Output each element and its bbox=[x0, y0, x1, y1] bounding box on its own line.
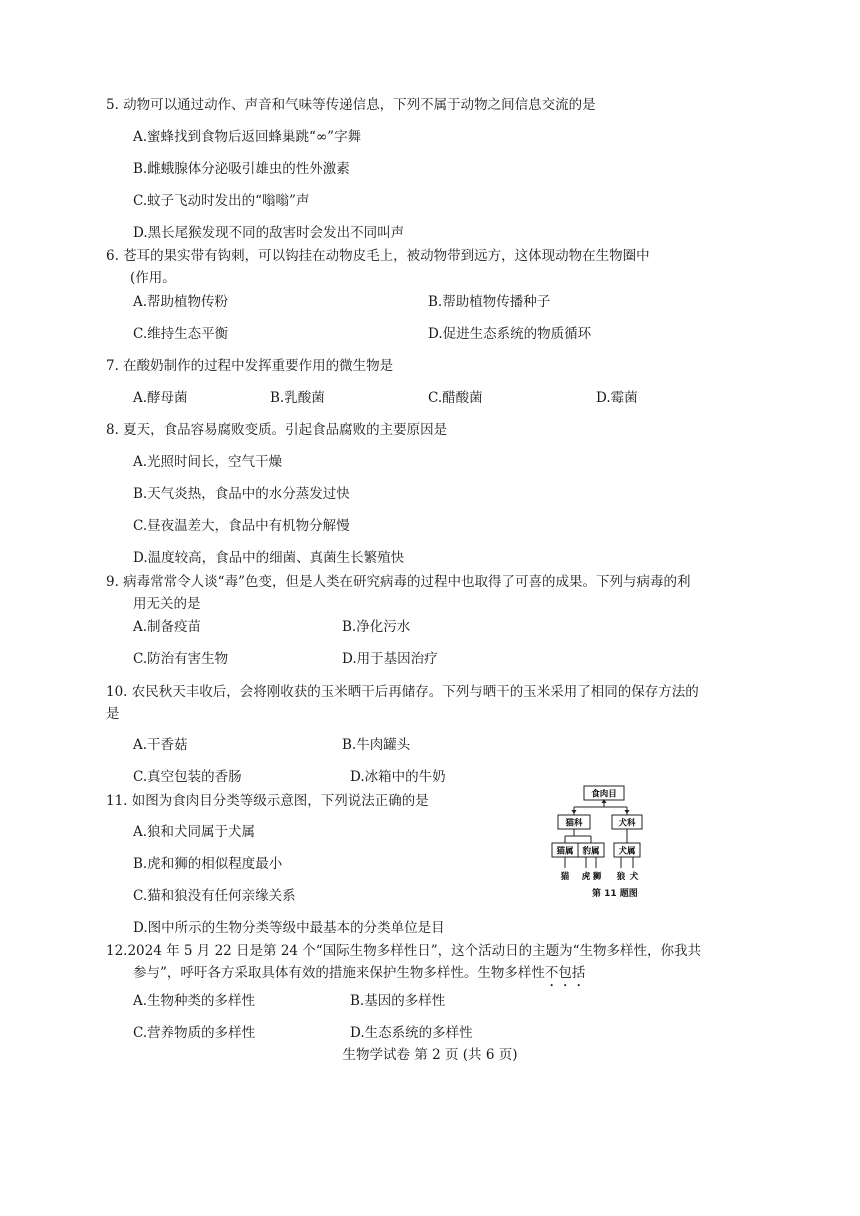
q5-option-b: B.雌蛾腺体分泌吸引雄虫的性外激素 bbox=[133, 161, 350, 177]
q5-stem: 5. 动物可以通过动作、声音和气味等传递信息，下列不属于动物之间信息交流的是 bbox=[106, 97, 596, 113]
animal-lion: 狮 bbox=[592, 872, 602, 882]
q12-option-a: A.生物种类的多样性 bbox=[133, 993, 256, 1009]
q12-emphasis-char-1: 不 bbox=[544, 965, 559, 981]
q12-stem-line1: 12.2024 年 5 月 22 日是第 24 个“国际生物多样性日”，这个活动日的主题为“生物多样性，你我共 bbox=[106, 943, 702, 959]
q11-option-d: D.图中所示的生物分类等级中最基本的分类单位是目 bbox=[133, 920, 445, 936]
q11-option-a: A.狼和犬同属于犬属 bbox=[133, 824, 256, 840]
genus-leopard-label: 豹属 bbox=[582, 846, 600, 857]
q8-option-b: B.天气炎热，食品中的水分蒸发过快 bbox=[133, 486, 350, 502]
figure-caption: 第 11 题图 bbox=[592, 889, 638, 899]
q7-option-a: A.酵母菌 bbox=[133, 390, 188, 406]
classification-tree bbox=[548, 784, 648, 884]
q5-option-d: D.黑长尾猴发现不同的敌害时会发出不同叫声 bbox=[133, 225, 405, 241]
q10-option-c: C.真空包装的香肠 bbox=[133, 769, 242, 785]
animal-cat: 猫 bbox=[560, 872, 570, 882]
q9-option-b: B.净化污水 bbox=[342, 619, 411, 635]
q12-option-c: C.营养物质的多样性 bbox=[133, 1025, 256, 1041]
family-dog-label: 犬科 bbox=[618, 818, 636, 829]
q7-option-c: C.醋酸菌 bbox=[428, 390, 483, 406]
q12-emphasis-char-3: 括 bbox=[571, 965, 586, 981]
family-cat-label: 猫科 bbox=[565, 818, 583, 829]
q9-stem-line2: 用无关的是 bbox=[133, 596, 201, 612]
q6-stem-line1: 6. 苍耳的果实带有钩刺，可以钩挂在动物皮毛上，被动物带到远方，这体现动物在生物圈中 bbox=[106, 248, 650, 264]
q11-option-c: C.猫和狼没有任何亲缘关系 bbox=[133, 888, 296, 904]
q10-stem-line2: 是 bbox=[106, 706, 120, 722]
q5-option-c: C.蚊子飞动时发出的“嗡嗡”声 bbox=[133, 193, 310, 209]
q5-option-a: A.蜜蜂找到食物后返回蜂巢跳“∞”字舞 bbox=[133, 129, 362, 145]
q9-option-c: C.防治有害生物 bbox=[133, 651, 229, 667]
q7-option-b: B.乳酸菌 bbox=[270, 390, 325, 406]
q8-option-a: A.光照时间长，空气干燥 bbox=[133, 454, 283, 470]
q12-emphasis-char-2: 包 bbox=[558, 965, 572, 981]
q11-option-b: B.虎和狮的相似程度最小 bbox=[133, 856, 283, 872]
q11-stem: 11. 如图为食肉目分类等级示意图，下列说法正确的是 bbox=[106, 793, 429, 809]
q6-stem-line2: (作用。 bbox=[130, 270, 176, 286]
q8-option-c: C.昼夜温差大，食品中有机物分解慢 bbox=[133, 518, 350, 534]
classification-figure bbox=[548, 784, 648, 902]
genus-dog-label: 犬属 bbox=[618, 846, 636, 857]
q10-stem-line1: 10. 农民秋天丰收后，会将刚收获的玉米晒干后再储存。下列与晒干的玉米采用了相同的保存方法的 bbox=[106, 684, 699, 700]
q7-stem: 7. 在酸奶制作的过程中发挥重要作用的微生物是 bbox=[106, 358, 394, 374]
page-footer: 生物学试卷 第 2 页 (共 6 页) bbox=[342, 1047, 518, 1063]
q8-option-d: D.温度较高，食品中的细菌、真菌生长繁殖快 bbox=[133, 550, 405, 566]
q6-option-c: C.维持生态平衡 bbox=[133, 326, 229, 342]
q12-option-d: D.生态系统的多样性 bbox=[350, 1025, 473, 1041]
q12-option-b: B.基因的多样性 bbox=[350, 993, 446, 1009]
q12-stem-line2-text: 参与”，呼吁各方采取具体有效的措施来保护生物多样性。生物多样性 bbox=[133, 965, 545, 981]
q12-stem-line2 bbox=[133, 964, 585, 982]
genus-cat-label: 猫属 bbox=[556, 846, 574, 857]
q10-option-b: B.牛肉罐头 bbox=[342, 737, 411, 753]
q9-option-d: D.用于基因治疗 bbox=[342, 651, 438, 667]
q6-option-d: D.促进生态系统的物质循环 bbox=[428, 326, 592, 342]
q9-option-a: A.制备疫苗 bbox=[133, 619, 202, 635]
q8-stem: 8. 夏天，食品容易腐败变质。引起食品腐败的主要原因是 bbox=[106, 422, 448, 438]
order-label: 食肉目 bbox=[591, 789, 617, 800]
animal-tiger: 虎 bbox=[581, 872, 591, 882]
animal-wolf: 狼 bbox=[616, 872, 626, 882]
animal-dog: 犬 bbox=[629, 872, 639, 882]
q6-option-a: A.帮助植物传粉 bbox=[133, 294, 229, 310]
q9-stem-line1: 9. 病毒常常令人谈“毒”色变，但是人类在研究病毒的过程中也取得了可喜的成果。下列与病毒的利 bbox=[106, 574, 691, 590]
q10-option-d: D.冰箱中的牛奶 bbox=[350, 769, 446, 785]
q6-option-b: B.帮助植物传播种子 bbox=[428, 294, 551, 310]
q10-option-a: A.干香菇 bbox=[133, 737, 188, 753]
q7-option-d: D.霉菌 bbox=[596, 390, 638, 406]
